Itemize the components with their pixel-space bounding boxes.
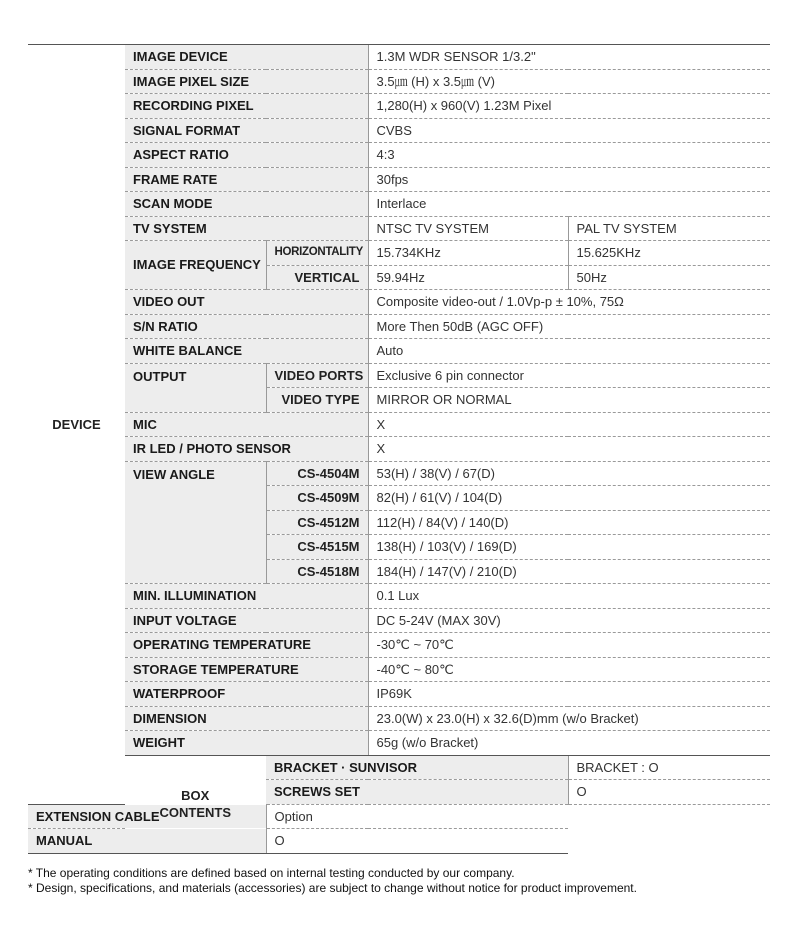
value-pal: PAL TV SYSTEM: [568, 216, 770, 241]
label-white-balance: WHITE BALANCE: [125, 339, 368, 364]
row-image-device: [28, 45, 770, 70]
label-weight: WEIGHT: [125, 731, 368, 756]
model-cs-4512m: CS-4512M: [266, 510, 368, 535]
row-recording-pixel: [28, 94, 770, 119]
row-freq-horizontal: [28, 241, 770, 266]
value-signal-format: CVBS: [368, 118, 770, 143]
label-frame-rate: FRAME RATE: [125, 167, 368, 192]
row-manual: [28, 829, 770, 854]
label-recording-pixel: RECORDING PIXEL: [125, 94, 368, 119]
value-angle-4509m: 82(H) / 61(V) / 104(D): [368, 486, 770, 511]
value-recording-pixel: 1,280(H) x 960(V) 1.23M Pixel: [368, 94, 770, 119]
value-h-ntsc: 15.734KHz: [368, 241, 568, 266]
label-manual: MANUAL: [28, 829, 266, 854]
label-ir-led: IR LED / PHOTO SENSOR: [125, 437, 368, 462]
row-mic: [28, 412, 770, 437]
label-scan-mode: SCAN MODE: [125, 192, 368, 217]
row-video-out: [28, 290, 770, 315]
sublabel-vertical: VERTICAL: [266, 265, 368, 290]
model-cs-4518m: CS-4518M: [266, 559, 368, 584]
value-white-balance: Auto: [368, 339, 770, 364]
value-extension: Option: [266, 804, 568, 829]
value-waterproof: IP69K: [368, 682, 770, 707]
footnote-operating-conditions: * The operating conditions are defined based on internal testing conducted by our company.: [28, 866, 515, 880]
value-angle-4512m: 112(H) / 84(V) / 140(D): [368, 510, 770, 535]
label-image-frequency: IMAGE FREQUENCY: [125, 241, 266, 290]
value-image-device: 1.3M WDR SENSOR 1/3.2": [368, 45, 770, 70]
row-extension: [28, 804, 770, 829]
section-box-contents: BOX CONTENTS: [125, 755, 266, 853]
label-image-device: IMAGE DEVICE: [125, 45, 368, 70]
row-view-angle-1: [28, 461, 770, 486]
model-cs-4504m: CS-4504M: [266, 461, 368, 486]
value-operating-temp: -30℃ ~ 70℃: [368, 633, 770, 658]
footnote-design-changes: * Design, specifications, and materials (accessories) are subject to change without notice for product improvement.: [28, 881, 637, 895]
value-angle-4518m: 184(H) / 147(V) / 210(D): [368, 559, 770, 584]
value-video-out: Composite video-out / 1.0Vp-p ± 10%, 75Ω: [368, 290, 770, 315]
value-aspect-ratio: 4:3: [368, 143, 770, 168]
value-angle-4504m: 53(H) / 38(V) / 67(D): [368, 461, 770, 486]
label-operating-temp: OPERATING TEMPERATURE: [125, 633, 368, 658]
label-view-angle: VIEW ANGLE: [125, 461, 266, 584]
value-storage-temp: -40℃ ~ 80℃: [368, 657, 770, 682]
row-white-balance: [28, 339, 770, 364]
label-pixel-size: IMAGE PIXEL SIZE: [125, 69, 368, 94]
row-output-ports: [28, 363, 770, 388]
value-screws: O: [568, 780, 770, 805]
value-weight: 65g (w/o Bracket): [368, 731, 770, 756]
label-storage-temp: STORAGE TEMPERATURE: [125, 657, 368, 682]
value-ntsc: NTSC TV SYSTEM: [368, 216, 568, 241]
section-device: DEVICE: [28, 45, 125, 805]
value-angle-4515m: 138(H) / 103(V) / 169(D): [368, 535, 770, 560]
value-dimension: 23.0(W) x 23.0(H) x 32.6(D)mm (w/o Bracket): [368, 706, 770, 731]
value-scan-mode: Interlace: [368, 192, 770, 217]
row-input-voltage: [28, 608, 770, 633]
row-waterproof: [28, 682, 770, 707]
row-sn-ratio: [28, 314, 770, 339]
row-signal-format: [28, 118, 770, 143]
value-pixel-size: 3.5㎛ (H) x 3.5㎛ (V): [368, 69, 770, 94]
value-frame-rate: 30fps: [368, 167, 770, 192]
sublabel-horizontality: HORIZONTALITY: [266, 241, 368, 266]
label-input-voltage: INPUT VOLTAGE: [125, 608, 368, 633]
row-tv-system: [28, 216, 770, 241]
row-operating-temp: [28, 633, 770, 658]
value-sn-ratio: More Then 50dB (AGC OFF): [368, 314, 770, 339]
model-cs-4509m: CS-4509M: [266, 486, 368, 511]
row-aspect-ratio: [28, 143, 770, 168]
value-min-illumination: 0.1 Lux: [368, 584, 770, 609]
label-video-out: VIDEO OUT: [125, 290, 368, 315]
value-v-pal: 50Hz: [568, 265, 770, 290]
value-manual: O: [266, 829, 568, 854]
row-pixel-size: [28, 69, 770, 94]
label-sn-ratio: S/N RATIO: [125, 314, 368, 339]
value-mic: X: [368, 412, 770, 437]
value-bracket: BRACKET : O: [568, 755, 770, 780]
label-output: OUTPUT: [125, 363, 266, 412]
label-extension: EXTENSION CABLE: [28, 804, 266, 829]
label-min-illumination: MIN. ILLUMINATION: [125, 584, 368, 609]
row-storage-temp: [28, 657, 770, 682]
label-waterproof: WATERPROOF: [125, 682, 368, 707]
label-dimension: DIMENSION: [125, 706, 368, 731]
label-screws: SCREWS SET: [266, 780, 568, 805]
row-ir-led: [28, 437, 770, 462]
label-tv-system: TV SYSTEM: [125, 216, 368, 241]
spec-table: [28, 44, 770, 854]
footnotes: [28, 866, 778, 896]
value-ir-led: X: [368, 437, 770, 462]
label-signal-format: SIGNAL FORMAT: [125, 118, 368, 143]
label-mic: MIC: [125, 412, 368, 437]
value-input-voltage: DC 5-24V (MAX 30V): [368, 608, 770, 633]
sublabel-video-type: VIDEO TYPE: [266, 388, 368, 413]
label-bracket: BRACKET · SUNVISOR: [266, 755, 568, 780]
row-dimension: [28, 706, 770, 731]
row-weight: [28, 731, 770, 756]
label-aspect-ratio: ASPECT RATIO: [125, 143, 368, 168]
sublabel-video-ports: VIDEO PORTS: [266, 363, 368, 388]
row-bracket: [28, 755, 770, 780]
value-v-ntsc: 59.94Hz: [368, 265, 568, 290]
row-scan-mode: [28, 192, 770, 217]
row-min-illumination: [28, 584, 770, 609]
row-frame-rate: [28, 167, 770, 192]
value-video-ports: Exclusive 6 pin connector: [368, 363, 770, 388]
model-cs-4515m: CS-4515M: [266, 535, 368, 560]
value-video-type: MIRROR OR NORMAL: [368, 388, 770, 413]
value-h-pal: 15.625KHz: [568, 241, 770, 266]
